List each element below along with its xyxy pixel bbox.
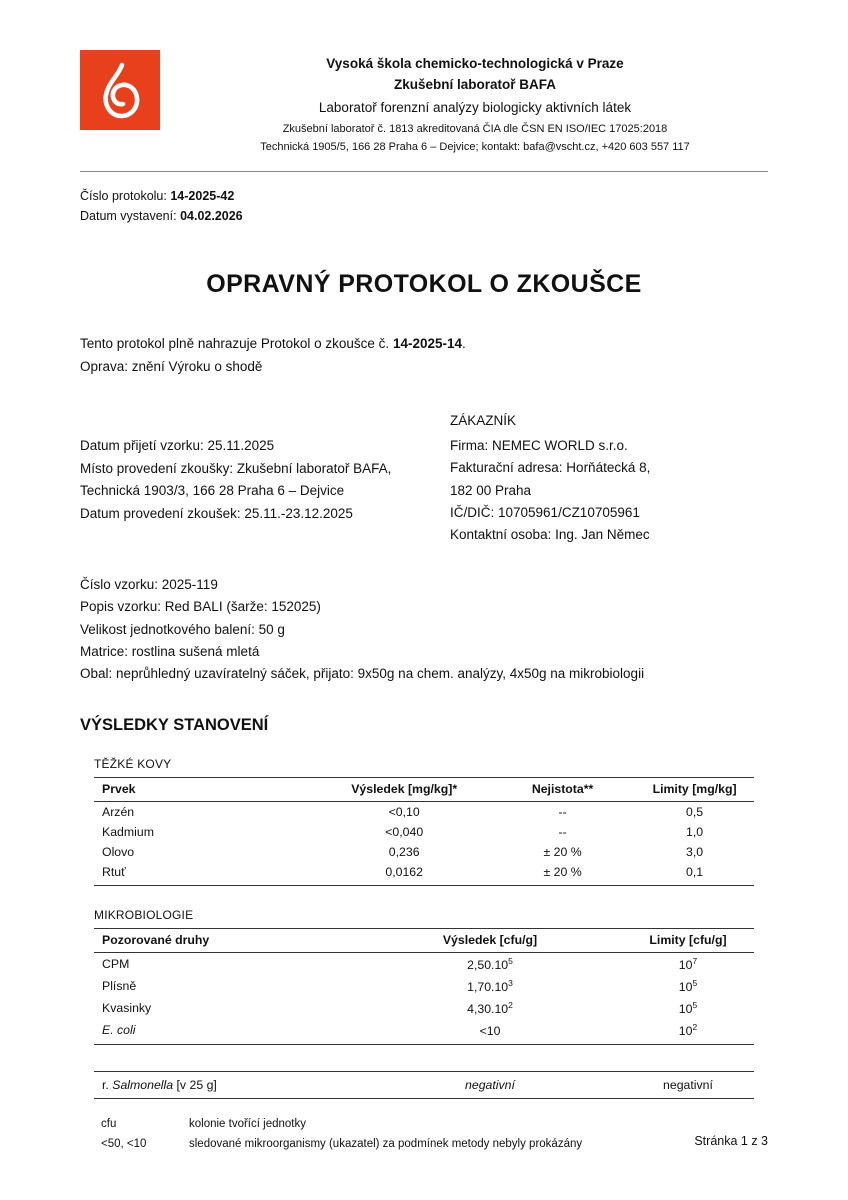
hm-uncertainty-1: --: [558, 824, 567, 839]
mb-name-3: E. coli: [94, 1019, 358, 1045]
mb-result-2: 4,30.10$^2$: [467, 999, 513, 1017]
protocol-number-row: [80, 186, 768, 206]
table-row: [94, 862, 754, 886]
sample-package-size: Velikost jednotkového balení: 50 g: [80, 621, 285, 637]
sample-info-block: [80, 574, 768, 686]
customer-address-line1: Fakturační adresa: Horňátecká 8,: [450, 460, 651, 476]
hm-uncertainty-0: --: [558, 804, 567, 819]
salmonella-name: r. Salmonella [v 25 g]: [102, 1078, 217, 1093]
test-performed-date: Datum provedení zkoušek: 25.11.-23.12.2025: [80, 505, 353, 521]
replacement-suffix: .: [462, 336, 466, 352]
mb-result-1: 1,70.10$^3$: [467, 977, 513, 994]
protocol-number-label: Číslo protokolu:: [80, 188, 167, 203]
mb-limit-0: $10^7$: [678, 955, 698, 972]
legend-block: [94, 1115, 768, 1155]
hm-name-1: Kadmium: [102, 824, 154, 839]
customer-contact-person: Kontaktní osoba: Ing. Jan Němec: [450, 527, 650, 543]
hm-name-3: Rtuť: [94, 862, 318, 886]
salmonella-block: [94, 1071, 754, 1099]
replacement-note: [80, 333, 768, 378]
issue-date-label: Datum vystavení:: [80, 209, 177, 224]
microbiology-table: [94, 928, 754, 1045]
sample-packaging: Obal: neprůhledný uzavíratelný sáček, přijato: 9x50g na chem. analýzy, 4x50g na mikrobiologii: [80, 666, 645, 682]
col-result: Výsledek [mg/kg]*: [318, 777, 490, 801]
col-uncertainty: Nejistota**: [490, 777, 635, 801]
mb-limit-2: $10^5$: [678, 999, 698, 1017]
header-divider: [80, 171, 768, 172]
protocol-meta: [80, 186, 768, 227]
hm-result-0: <0,10: [388, 804, 420, 819]
lab-subtitle: Laboratoř forenzní analýzy biologicky aktivních látek: [318, 99, 632, 115]
mb-limit-3: $10^2$: [622, 1019, 754, 1045]
page-title: OPRAVNÝ PROTOKOL O ZKOUŠCE: [206, 270, 642, 299]
table-row: [94, 1072, 754, 1098]
legend-item: [94, 1135, 768, 1155]
hm-result-3: 0,0162: [318, 862, 490, 886]
customer-address-line2: 182 00 Praha: [450, 482, 532, 498]
hm-uncertainty-3: ± 20 %: [490, 862, 635, 886]
mb-result-0: 2,50.10$^5$: [467, 955, 513, 972]
salmonella-table: [94, 1072, 754, 1098]
customer-heading: ZÁKAZNÍK: [450, 413, 517, 429]
microbiology-subtitle: MIKROBIOLOGIE: [94, 907, 194, 922]
table-row: [94, 1019, 754, 1045]
table-row: [94, 822, 754, 842]
mb-limit-1: $10^5$: [678, 977, 698, 994]
test-place-line1: Místo provedení zkoušky: Zkušební laboratoř BAFA,: [80, 460, 392, 476]
table-row: [94, 952, 754, 975]
salmonella-result: negativní: [465, 1078, 515, 1093]
legend-key-cfu: cfu: [101, 1118, 117, 1131]
sample-description: Popis vzorku: Red BALI (šarže: 152025): [80, 599, 321, 615]
document-header: [80, 50, 768, 157]
customer-ids: IČ/DIČ: 10705961/CZ10705961: [450, 504, 640, 520]
customer-company: Firma: NEMEC WORLD s.r.o.: [450, 437, 628, 453]
col-micro-result: Výsledek [cfu/g]: [358, 928, 622, 952]
heavy-metals-table: [94, 777, 754, 886]
info-columns: [80, 410, 768, 546]
correction-line: Oprava: znění Výroku o shodě: [80, 358, 263, 374]
protocol-number-value: 14-2025-42: [170, 188, 235, 203]
hm-limit-3: 0,1: [635, 862, 754, 886]
col-limit: Limity [mg/kg]: [635, 777, 754, 801]
sample-received-date: Datum přijetí vzorku: 25.11.2025: [80, 438, 275, 454]
customer-block: [450, 410, 768, 546]
table-row: [94, 997, 754, 1019]
mb-name-2: Kvasinky: [102, 1001, 152, 1015]
col-micro-limit: Limity [cfu/g]: [622, 928, 754, 952]
table-row: [94, 801, 754, 822]
test-info-block: [80, 410, 450, 546]
heavy-metals-subtitle: TĚŽKÉ KOVY: [94, 756, 172, 771]
header-text-block: [182, 50, 768, 157]
hm-limit-1: 1,0: [686, 824, 704, 839]
legend-value-cfu: kolonie tvořící jednotky: [189, 1118, 306, 1131]
hm-name-0: Arzén: [102, 804, 135, 819]
org-name: Vysoká škola chemicko-technologická v Praze: [326, 56, 624, 71]
hm-limit-0: 0,5: [686, 804, 704, 819]
page-footer: Stránka 1 z 3: [694, 1134, 768, 1148]
legend-key-detection: <50, <10: [101, 1137, 147, 1150]
hm-limit-2: 3,0: [686, 844, 704, 859]
hm-uncertainty-2: ± 20 %: [543, 844, 582, 859]
legend-value-detection: sledované mikroorganismy (ukazatel) za podmínek metody nebyly prokázány: [189, 1137, 583, 1150]
table-header-row: [94, 777, 754, 801]
col-species: Pozorované druhy: [94, 928, 358, 952]
contact-line: Technická 1905/5, 166 28 Praha 6 – Dejvice; kontakt: bafa@vscht.cz, +420 603 557 117: [260, 141, 690, 154]
legend-item: [94, 1115, 768, 1135]
table-header-row: [94, 928, 754, 952]
lab-name: Zkušební laboratoř BAFA: [393, 76, 557, 92]
issue-date-row: [80, 206, 768, 226]
results-section-title: VÝSLEDKY STANOVENÍ: [80, 715, 269, 734]
mb-name-0: CPM: [102, 956, 130, 971]
bafa-logo: [80, 50, 160, 130]
mb-name-1: Plísně: [102, 978, 137, 993]
col-element: Prvek: [94, 777, 318, 801]
sample-number: Číslo vzorku: 2025-119: [80, 576, 218, 592]
hm-result-2: 0,236: [388, 844, 420, 859]
replacement-prefix: Tento protokol plně nahrazuje Protokol o zkoušce č.: [80, 336, 393, 352]
replacement-line-1: [80, 333, 768, 355]
hm-name-2: Olovo: [102, 844, 135, 859]
mb-result-3: <10: [358, 1019, 622, 1045]
test-place-line2: Technická 1903/3, 166 28 Praha 6 – Dejvice: [80, 483, 345, 499]
accreditation-note: Zkušební laboratoř č. 1813 akreditovaná ČIA dle ČSN EN ISO/IEC 17025:2018: [282, 123, 668, 136]
salmonella-limit: negativní: [663, 1078, 713, 1093]
hm-result-1: <0,040: [385, 824, 424, 839]
replaced-protocol-number: 14-2025-14: [392, 336, 462, 352]
sample-matrix: Matrice: rostlina sušená mletá: [80, 643, 260, 659]
table-row: [94, 842, 754, 862]
issue-date-value: 04.02.2026: [180, 209, 243, 224]
table-row: [94, 975, 754, 997]
